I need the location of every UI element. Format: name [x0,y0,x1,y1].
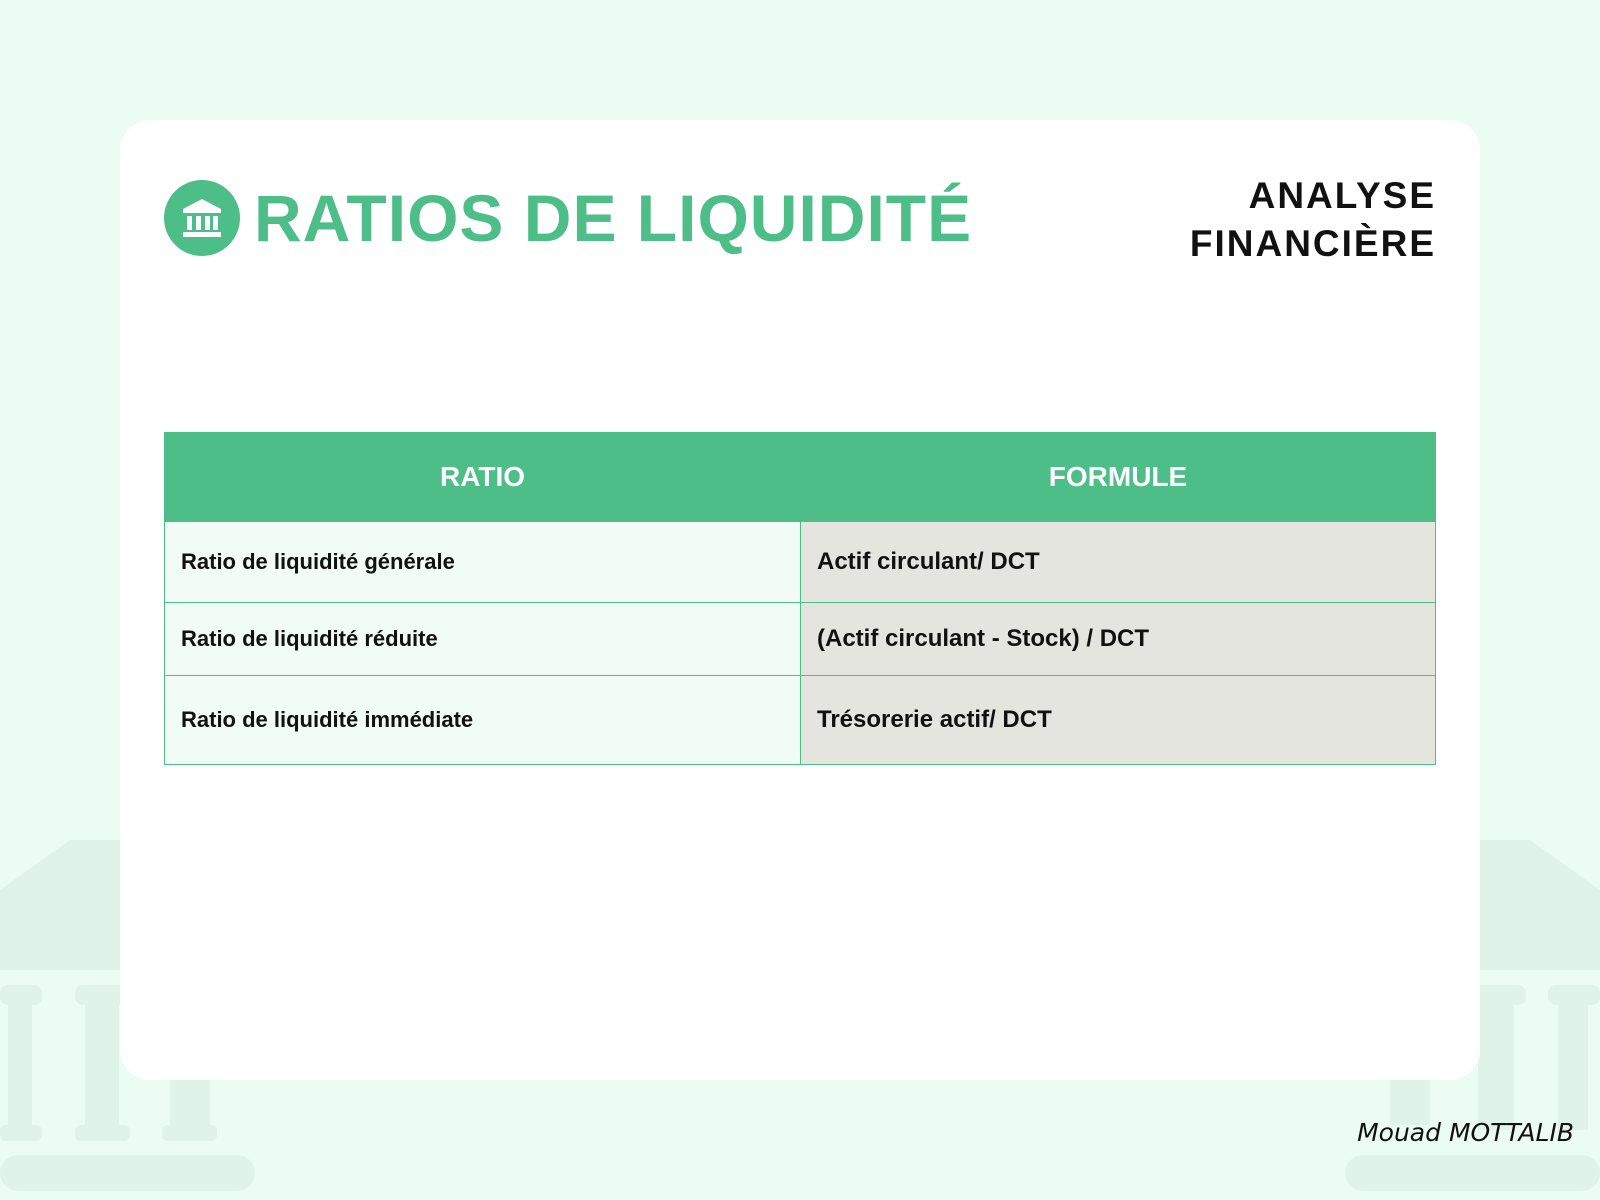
author-signature: Mouad MOTTALIB [1357,1118,1574,1147]
subtitle-line-2: FINANCIÈRE [1189,223,1436,264]
table-row [165,676,1436,765]
formula-cell: Actif circulant/ DCT [801,522,1436,603]
table-row [165,603,1436,676]
title-row [164,180,972,256]
bank-icon [164,180,240,256]
content-card [120,120,1480,1080]
table-row [165,522,1436,603]
subtitle-line-1: ANALYSE [1248,175,1436,216]
column-header-ratio: RATIO [165,433,801,522]
formula-cell: (Actif circulant - Stock) / DCT [801,603,1436,676]
ratio-cell: Ratio de liquidité générale [165,522,801,603]
ratio-cell: Ratio de liquidité réduite [165,603,801,676]
table-header-row [165,433,1436,522]
bank-glyph [179,195,225,241]
ratios-table [164,432,1436,765]
page-title: RATIOS DE LIQUIDITÉ [254,181,973,255]
page-subtitle [1190,172,1436,268]
ratio-cell: Ratio de liquidité immédiate [165,676,801,765]
column-header-formula: FORMULE [801,433,1436,522]
formula-cell: Trésorerie actif/ DCT [801,676,1436,765]
